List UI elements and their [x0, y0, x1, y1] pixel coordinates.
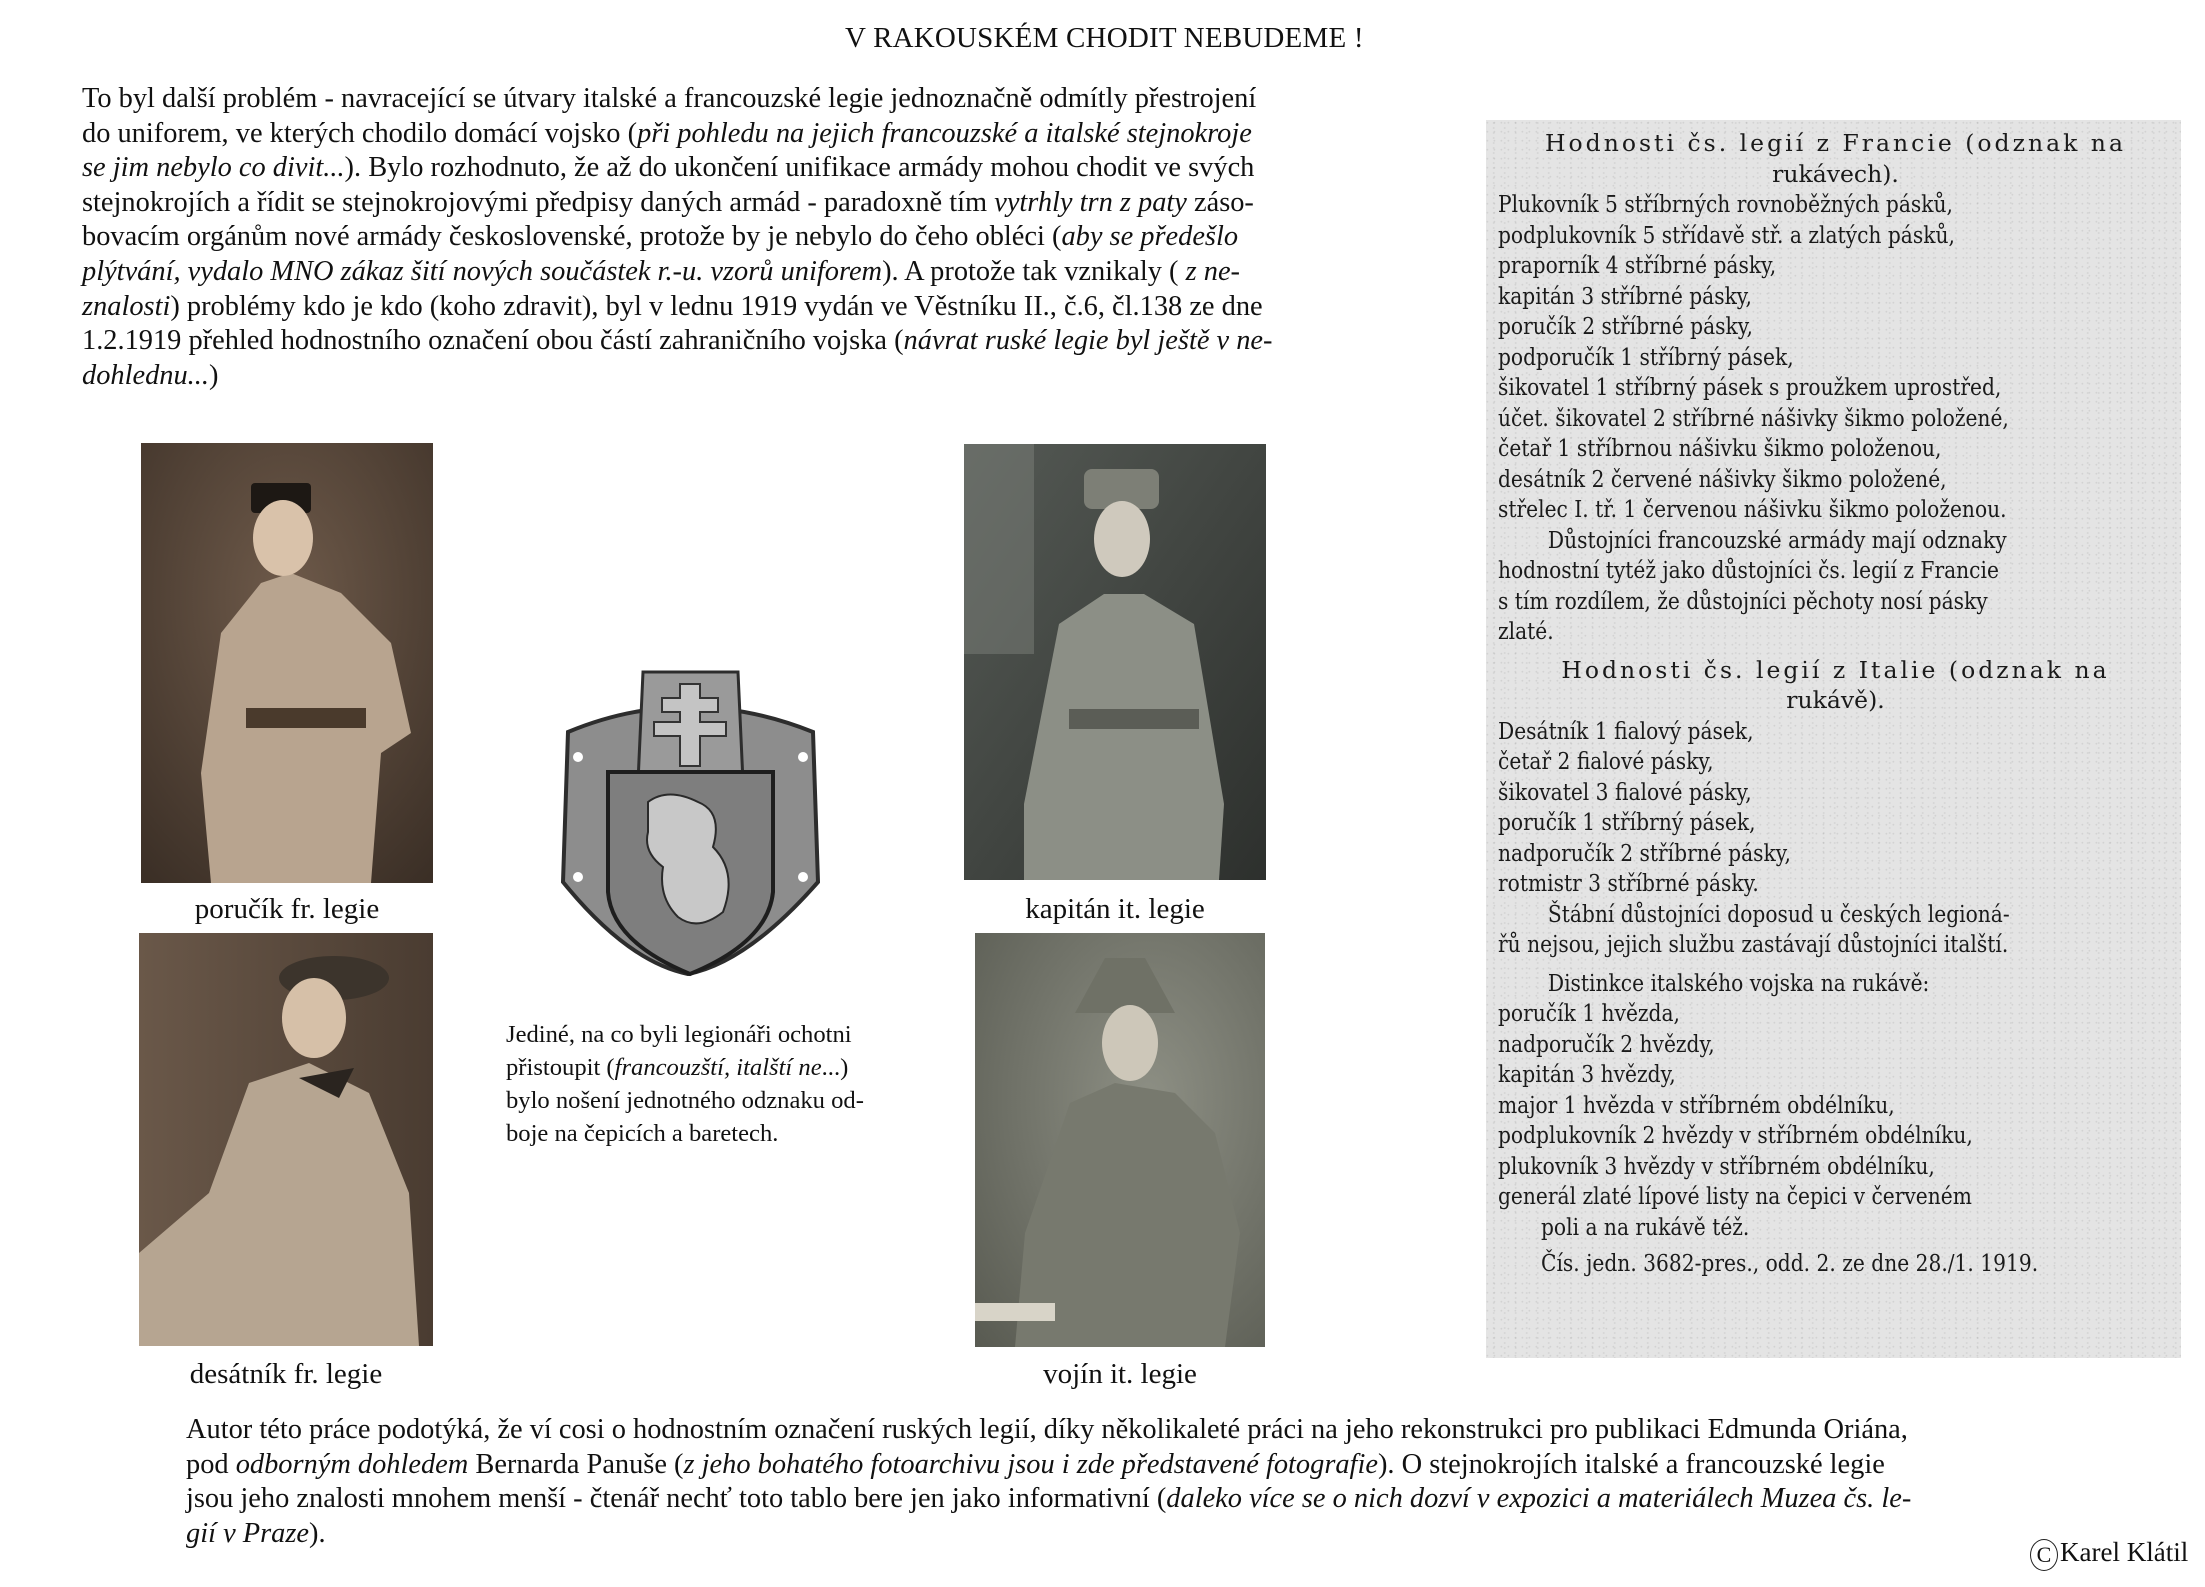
text-line: jsou jeho znalosti mnohem menší - čtenář nechť toto tablo bere jen jako informativní (daleko více se o nich dozví v expozici a materiálech Muzea čs. le-: [186, 1483, 1912, 1515]
clipping-line: podplukovník 2 hvězdy v stříbrném obdélníku,: [1498, 1121, 1973, 1149]
clipping-line: šikovatel 3 fialové pásky,: [1498, 777, 1752, 806]
distinctions-list: [1498, 998, 2173, 1242]
clipping-line: šikovatel 1 stříbrný pásek s proužkem uprostřed,: [1498, 373, 2002, 401]
text-line: To byl další problém - navracející se útvary italské a francouzské legie jednoznačně odmítly přestrojení: [82, 83, 1257, 114]
text-line: 1.2.1919 přehled hodnostního označení obou částí zahraničního vojska (návrat ruské legie byl ještě v ne-: [82, 325, 1273, 357]
clipping-line: poručík 1 hvězda,: [1498, 999, 1680, 1027]
photo-porucik-fr-legie: [141, 443, 433, 883]
text-line: přistoupit (francouzští, italští ne...): [506, 1054, 849, 1081]
portrait-image: [964, 444, 1266, 880]
france-rank-list: [1498, 189, 2173, 525]
copyright-icon: C: [2030, 1539, 2058, 1571]
clipping-line: nadporučík 2 stříbrné pásky,: [1498, 838, 1791, 867]
clipping-line: hodnostní tytéž jako důstojníci čs. legií z Francie: [1498, 556, 1999, 584]
portrait-image: [139, 933, 433, 1346]
clipping-line: s tím rozdílem, že důstojníci pěchoty nosí pásky: [1498, 586, 1988, 615]
clipping-line: zlaté.: [1498, 617, 1554, 645]
clipping-heading-italy-cont: rukávě).: [1786, 686, 1885, 714]
text-line: stejnokrojích a řídit se stejnokrojovými předpisy daných armád - paradoxně tím vytrhly trn z paty záso-: [82, 186, 1254, 218]
author-note-paragraph: [186, 1413, 2086, 1551]
clipping-line: podplukovník 5 střídavě stř. a zlatých pásků,: [1498, 220, 1955, 249]
clipping-line: Štábní důstojníci doposud u českých legioná-: [1547, 899, 2010, 928]
text-line: boje na čepicích a baretech.: [506, 1120, 779, 1147]
text-line: do uniforem, ve kterých chodilo domácí vojsko (při pohledu na jejich francouzské a italské stejnokroje: [82, 117, 1252, 149]
clipping-line: desátník 2 červené nášivky šikmo položené,: [1498, 464, 1947, 493]
photo-caption: kapitán it. legie: [1025, 893, 1205, 925]
photo-vojin-it-legie: [975, 933, 1265, 1347]
resistance-badge-image: [548, 662, 833, 980]
photo-kapitan-it-legie: [964, 444, 1266, 880]
text-line: pod odborným dohledem Bernarda Panuše (z jeho bohatého fotoarchivu jsou i zde představené fotografie). O stejnokrojích italské a francouzské legie: [186, 1448, 1885, 1480]
clipping-line: kapitán 3 stříbrné pásky,: [1498, 281, 1752, 310]
newspaper-clipping: [1486, 120, 2181, 1358]
text-line: znalosti) problémy kdo je kdo (koho zdravit), byl v lednu 1919 vydán ve Věstníku II., č.6, čl.138 ze dne: [82, 290, 1263, 322]
clipping-line: střelec I. tř. 1 červenou nášivku šikmo položenou.: [1498, 495, 2007, 523]
distinctions-heading: Distinkce italského vojska na rukávě:: [1547, 968, 1930, 997]
clipping-line: poručík 2 stříbrné pásky,: [1498, 312, 1753, 340]
page-title: V RAKOUSKÉM CHODIT NEBUDEME !: [845, 22, 1364, 54]
lion-shield-badge-icon: [548, 662, 833, 980]
clipping-reference: Čís. jedn. 3682-pres., odd. 2. ze dne 28./1. 1919.: [1541, 1249, 2039, 1277]
clipping-heading-italy: Hodnosti čs. legií z Italie (odznak na: [1561, 655, 2110, 684]
clipping-line: Desátník 1 fialový pásek,: [1498, 716, 1754, 745]
clipping-line: Důstojníci francouzské armády mají odznaky: [1547, 525, 2007, 554]
photo-caption: vojín it. legie: [1043, 1358, 1197, 1390]
clipping-line: nadporučík 2 hvězdy,: [1498, 1029, 1715, 1058]
clipping-line: poli a na rukávě též.: [1541, 1212, 1750, 1241]
clipping-line: generál zlaté lípové listy na čepici v červeném: [1498, 1182, 1972, 1210]
clipping-heading-france-cont: rukávech).: [1772, 159, 1899, 188]
clipping-line: četař 1 stříbrnou nášivku šikmo položenou,: [1498, 434, 1942, 462]
photo-caption: poručík fr. legie: [194, 893, 380, 925]
clipping-line: praporník 4 stříbrné pásky,: [1498, 251, 1777, 279]
photo-desatnik-fr-legie: [139, 933, 433, 1346]
copyright-notice: [2030, 1537, 2188, 1571]
clipping-heading-france: Hodnosti čs. legií z Francie (odznak na: [1545, 129, 2126, 157]
copyright-author: Karel Klátil: [2060, 1537, 2189, 1567]
clipping-line: plukovník 3 hvězdy v stříbrném obdélníku,: [1498, 1151, 1935, 1180]
text-line: gií v Praze).: [186, 1517, 326, 1549]
text-line: Autor této práce podotýká, že ví cosi o hodnostním označení ruských legií, díky několikaleté práci na jeho rekonstrukci pro publikaci Edmunda Oriána,: [186, 1414, 1908, 1445]
clipping-line: četař 2 fialové pásky,: [1498, 747, 1714, 775]
italy-rank-list: [1498, 716, 2173, 899]
italy-note: [1498, 899, 2173, 960]
clipping-line: rotmistr 3 stříbrné pásky.: [1498, 869, 1759, 897]
clipping-line: major 1 hvězda v stříbrném obdélníku,: [1498, 1090, 1895, 1119]
clipping-line: kapitán 3 hvězdy,: [1498, 1060, 1676, 1088]
clipping-line: účet. šikovatel 2 stříbrné nášivky šikmo položené,: [1498, 403, 2009, 432]
portrait-image: [141, 443, 433, 883]
photo-caption: desátník fr. legie: [189, 1358, 383, 1390]
badge-description: [506, 1018, 946, 1150]
text-line: Jediné, na co byli legionáři ochotni: [506, 1021, 852, 1048]
text-line: se jim nebylo co divit...). Bylo rozhodnuto, že až do ukončení unifikace armády mohou chodit ve svých: [82, 152, 1255, 184]
clipping-line: poručík 1 stříbrný pásek,: [1498, 808, 1756, 836]
intro-paragraph: [82, 82, 1382, 393]
portrait-image: [975, 933, 1265, 1347]
text-line: dohlednu...): [82, 359, 219, 391]
text-line: bovacím orgánům nové armády československé, protože by je nebylo do čeho obléci (aby se předešlo: [82, 221, 1239, 253]
text-line: bylo nošení jednotného odznaku od-: [506, 1087, 864, 1114]
clipping-line: podporučík 1 stříbrný pásek,: [1498, 342, 1794, 371]
france-note: [1498, 525, 2173, 647]
clipping-line: řů nejsou, jejich službu zastávají důstojníci italští.: [1498, 930, 2009, 958]
clipping-line: Plukovník 5 stříbrných rovnoběžných pásků,: [1498, 190, 1953, 218]
text-line: plýtvání, vydalo MNO zákaz šití nových součástek r.-u. vzorů uniforem). A protože tak vznikaly ( z ne-: [82, 255, 1241, 287]
